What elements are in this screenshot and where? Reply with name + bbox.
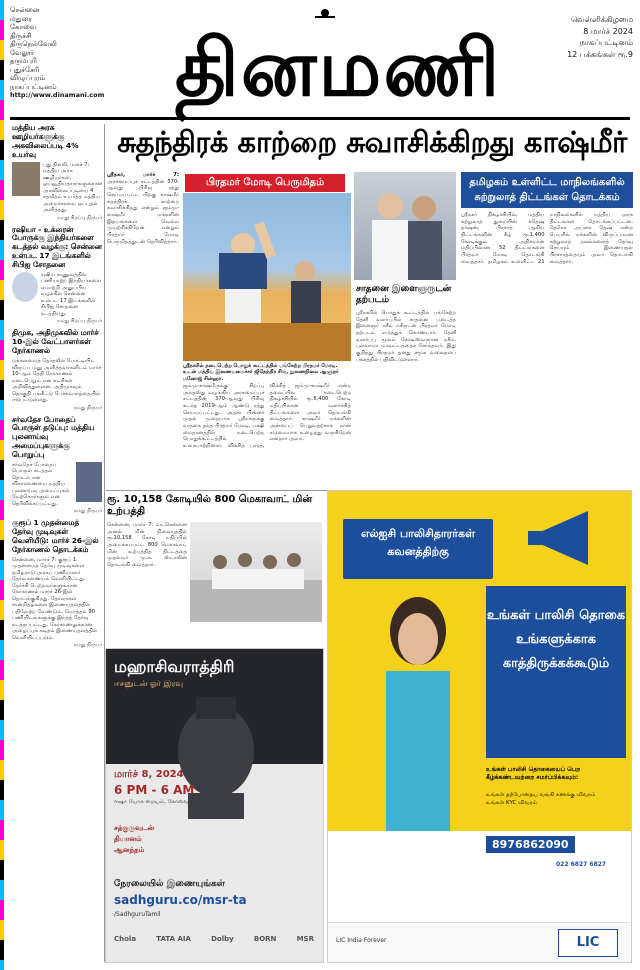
photo-illustration: [190, 522, 322, 622]
whatsapp-number[interactable]: 8976862090: [486, 836, 575, 853]
photo-illustration: [183, 193, 351, 361]
ad-footer: [328, 922, 631, 962]
ad-item: உங்கள் தற்போதைய வங்கி கணக்கு விவரம்: [486, 792, 596, 798]
ad-speech-bubble: எல்ஐசி பாலிசிதாரர்கள் கவனத்திற்கு: [343, 519, 493, 579]
main-story-lead: [107, 172, 179, 490]
byline: நமது நிருபர்: [73, 642, 102, 649]
edition-name: தருமபுரி: [10, 57, 37, 66]
main-story-lead-text: அரசமைப்புச் சட்டத்தின் 370-ஆவது பிரிவு ரத்து செய்யப்பட்ட பிறகு காஷ்மீர் சுதந்திரக் காற்றை சுவாசிக்கிறது என்றும் ஜம்மு-காஷ்மீர் மக்களின் இதயங்களை வெல்ல முயற்சிக்கிறேன் என்றும் பிரதமர் மோடி பெருமிதத்துடன் தெரிவித்தார்.: [107, 178, 179, 245]
print-color-strip: [0, 0, 4, 970]
sidebar-story-title: மத்திய அரசு ஊழியர்களுக்கு அகவிலைப்படி 4% உயர்வு: [12, 123, 79, 159]
edition-name: புதுச்சேரி: [10, 65, 40, 74]
edition-name: சென்னை: [10, 6, 40, 14]
selfie-photo: [354, 172, 456, 280]
photo-caption: ஸ்ரீநகரில் நடைபெற்ற பொதுக் கூட்டத்தில் பங்கேற்ற பிரதமர் மோடி. உடன் மத்திய இணையமைச்சர் ஜிதேந்திர சிங், துணைநிலை ஆளுநர் மனோஜ் சின்ஹா.: [183, 363, 339, 382]
ad-title: மஹாசிவராத்திரி: [114, 657, 235, 676]
power-story-body: சென்னை, மார்ச் 7: வடசென்னை அனல் மின் நிலையத்தில் ரூ.10,158 கோடி மதிப்பில் அமைக்கப்பட்ட 800 மெகாவாட் மின் உற்பத்தித் திட்டத்தை முதல்வர் மு.க. ஸ்டாலின் தொடங்கி வைத்தார்.: [107, 522, 187, 568]
byline: நமது சிறப்பு நிருபர்: [57, 214, 102, 221]
woman-illustration: [358, 581, 478, 831]
ad-subtitle: ஈசனுடன் ஓர் இரவு: [114, 679, 184, 688]
right-story-body: ஸ்ரீநகர் நிகழ்ச்சியில், மத்திய சுற்றுலாத் துறையின் சுதேஷ் தர்ஷன், பிரசாத் ஆகிய திட்டங்களின் கீழ் ரூ.1,400 கோடிக்கும் அதிகமான மதிப்பிலான 52 திட்டங்களை பிரதமர் மோடி தொடங்கி வைத்தார். தமிழகம் உள்ளிட்ட 21 மாநிலங்களில் மத்திய அரசு திட்டங்கள் தொடங்கப்பட்டன. தேகோ அப்னா தேஷ் என்ற பெயரில் மக்களின் விருப்பமான சுற்றுலாத் தலங்களைத் தேர்வு செய்யும் இணையதள பிரசாரத்தையும் அவர் தொடங்கி வைத்தார்.: [461, 212, 633, 265]
masthead-logo: [175, 4, 502, 114]
edition-name: மதுரை: [10, 14, 32, 23]
date-block: [528, 14, 633, 60]
edition-name: கோவை: [10, 23, 37, 32]
live-label: நேரலையில் இணையுங்கள்: [114, 879, 225, 889]
center-story-body: ஸ்ரீநகரில் பொதுக் கூட்டத்தில் பங்கேற்ற தேனீ வளர்ப்பில் சாதனை படைத்த இளைஞர் நசீம் நசீருடன் பிரதமர் மோடி தற்படம் எடுத்துக் கொண்டார். தேனீ வளர்ப்பு மூலம் கோடீஸ்வரரான நசீம், புல்வாமா மாவட்டத்தைச் சேர்ந்தவர். இது குறித்து பிரதமர் தனது சமூக வலைதளப் பக்கத்தில் பதிவிட்டுள்ளார்.: [356, 310, 456, 363]
sidebar-story-title: சர்வதேச போதைப் பொருள் தடுப்பு: மத்திய புலனாய்வு அமைப்புகளுக்கு பொறுப்பு: [12, 414, 95, 459]
right-story-title[interactable]: தமிழகம் உள்ளிட்ட மாநிலங்களில் சுற்றுலாத் திட்டங்கள் தொடக்கம்: [461, 172, 633, 208]
website-url[interactable]: http://www.dinamani.com: [10, 91, 105, 100]
main-headline[interactable]: சுதந்திரக் காற்றை சுவாசிக்கிறது காஷ்மீர்: [117, 125, 627, 159]
sponsor-logo: Dolby: [211, 935, 234, 943]
edition-name: நாகப்பட்டினம்: [10, 82, 57, 91]
main-story-body: ஜம்மு-காஷ்மீருக்கு சிறப்பு அந்தஸ்து வழங்கிய அரசமைப்புச் சட்டத்தின் 370-ஆவது பிரிவு கடந்த 2019-ஆம் ஆண்டு ரத்து செய்யப்பட்டது. அதன் பின்னர் முதல் முறையாக ஸ்ரீநகருக்கு வருகை தந்த பிரதமர் மோடி, பக்ஷி மைதானத்தில் நடைபெற்ற பொதுக்கூட்டத்தில் உரையாற்றினார். விக்சித் பாரத், விக்சித் ஜம்மு-காஷ்மீர் என்ற தலைப்பில் நடைபெற்ற நிகழ்ச்சியில் ரூ.6,400 கோடி மதிப்பிலான வளர்ச்சித் திட்டங்களை அவர் தொடங்கி வைத்தார். காஷ்மீர் மக்களின் அன்பைப் பெறுவதற்காக நான் கடுமையாக உழைத்து வருகிறேன் என்றார் அவர்.: [183, 383, 351, 449]
ad-bullet: தியானம்: [114, 835, 142, 844]
edition-name: திருநெல்வேலி: [10, 40, 57, 49]
lic-advertisement[interactable]: [327, 490, 632, 963]
edition-name: திருச்சி: [10, 31, 32, 40]
portrait-photo: [76, 462, 102, 502]
ad-model-figure: [358, 581, 478, 831]
cbi-seal-icon: [12, 272, 38, 302]
lic-tagline: LIC India Forever: [336, 937, 387, 944]
phone-number[interactable]: 022 6827 6827: [556, 861, 607, 868]
ad-date: மார்ச் 8, 2024: [114, 769, 184, 780]
sidebar-story[interactable]: ரஷியா - உக்ரைன் போருக்கு இந்தியர்களை கடத்தல் வழக்கு: சென்னை உள்பட 17 இடங்களில் சிபிஐ சோதனை ரஷிய ராணுவத்தில் பணியாற்ற இந்தியர்களை ஏமாற்றி அனுப்பிய வழக்கில் சென்னை உள்பட 17 இடங்களில் சிபிஐ சோதனை நடத்தியது. நமது சிறப்பு நிருபர்: [12, 224, 102, 325]
edition-name: வேலூர்: [10, 48, 34, 57]
center-story-title[interactable]: சாதனை இளைஞருடன் தற்படம்: [356, 284, 452, 305]
ad-bullet: ஆனந்தம்: [114, 846, 145, 855]
ad-url[interactable]: sadhguru.co/msr-ta: [114, 893, 247, 907]
edition-city: நாகப்பட்டினம்: [579, 38, 633, 48]
isha-advertisement[interactable]: [105, 648, 324, 963]
sidebar-story-title: குரூப் 1 முதன்மைத் தேர்வு முடிவுகள் வெளியீடு: மார்ச் 26-இல் நேர்காணல் தொடக்கம்: [12, 518, 99, 554]
ad-bullet: சத்குருவுடன்: [114, 824, 155, 832]
day: வெள்ளிக்கிழமை: [570, 15, 633, 24]
ad-items: [486, 791, 626, 808]
sidebar-story[interactable]: குரூப் 1 முதன்மைத் தேர்வு முடிவுகள் வெளியீடு: மார்ச் 26-இல் நேர்காணல் தொடக்கம் சென்னை, மார்ச் 7: குரூப் 1 முதன்மைத் தேர்வு முடிவுகளை தமிழ்நாடு அரசுப் பணியாளர் தேர்வாணையம் வெளியிட்டது. தேர்ச்சி பெற்றவர்களுக்கான நேர்காணல் மார்ச் 26-இல் தொடங்குகிறது. தேர்வர்கள் சான்றிதழ்களை இணையதளத்தில் பதிவேற்ற வேண்டும். மொத்தம் 90 பணியிடங்களுக்கு இந்தத் தேர்வு நடத்தப்பட்டது. நேர்காணலுக்கான அழைப்புக் கடிதம் இணையதளத்தில் வெளியிடப்படும். நமது நிருபர்: [12, 518, 102, 649]
ad-info: உங்கள் பாலிசி தொகையைப் பெற கீழ்க்கண்டவற்றை சமர்ப்பிக்கவும்:: [486, 766, 581, 781]
sidebar-story-title: ரஷியா - உக்ரைன் போருக்கு இந்தியர்களை கடத்தல் வழக்கு: சென்னை உள்பட 17 இடங்களில் சிபிஐ சோதனை: [12, 224, 102, 269]
date: 8 மார்ச் 2024: [583, 26, 633, 36]
edition-name: விழுப்புரம்: [10, 74, 46, 83]
ad-item: உங்கள் KYC விவரம்: [486, 800, 537, 807]
event-photo: [190, 522, 322, 622]
sponsor-row: [114, 935, 314, 943]
ad-venue: ஈஷா யோக மையம், கோவை: [114, 799, 189, 805]
photo-illustration: [354, 172, 456, 280]
emblem-icon: [295, 7, 355, 19]
logo-text: தினமணி: [175, 24, 502, 114]
sidebar-story[interactable]: திமுக, அதிமுகவில் மார்ச் 10-இல் வேட்பாளர்கள் நேர்காணல் மக்களவைத் தேர்தலில் போட்டியிட விருப்ப மனு அளித்தவர்களிடம் மார்ச் 10-ஆம் தேதி நேர்காணல் நடைபெறும் என கட்சிகள் அறிவித்துள்ளன. அதிமுகவும் தொகுதி பங்கீட்டு பேச்சுவார்த்தையில் ஈடுபட்டுள்ளது. நமது நிருபர்: [12, 328, 102, 411]
pages-price: 12 பக்கங்கள் ரூ.9: [567, 49, 633, 59]
left-sidebar: [12, 124, 102, 959]
social-handle[interactable]: /SadhguruTamil: [114, 911, 161, 918]
portrait-photo: [12, 162, 40, 196]
ad-policy-panel: உங்கள் பாலிசி தொகை உங்களுக்காக காத்திருக்கக்கூடும்: [486, 586, 626, 758]
edition-list: [10, 6, 105, 100]
sidebar-story[interactable]: மத்திய அரசு ஊழியர்களுக்கு அகவிலைப்படி 4% உயர்வு புது தில்லி, மார்ச் 7: மத்திய அரசு ஊழியர்கள், ஓய்வூதியதாரர்களுக்கான அகவிலைப்படியை 4 சதவீதம் உயர்த்த மத்திய அமைச்சரவை ஒப்புதல் அளித்தது. நமது சிறப்பு நிருபர்: [12, 123, 103, 221]
byline: நமது நிருபர்: [73, 404, 102, 411]
megaphone-icon: [528, 503, 608, 573]
sponsor-logo: TATA AIA: [156, 935, 191, 943]
sponsor-logo: MSR: [296, 935, 314, 943]
modi-photo: [183, 193, 351, 361]
main-story-tab: பிரதமர் மோடி பெருமிதம்: [185, 174, 345, 192]
lic-logo: LIC: [558, 929, 618, 957]
sponsor-logo: Chola: [114, 935, 137, 943]
ad-bullets: [114, 823, 154, 857]
ad-time: 6 PM - 6 AM: [114, 783, 195, 797]
sidebar-story-title: திமுக, அதிமுகவில் மார்ச் 10-இல் வேட்பாளர்கள் நேர்காணல்: [12, 328, 99, 356]
dateline: ஸ்ரீநகர், மார்ச் 7:: [107, 172, 179, 178]
sidebar-story[interactable]: சர்வதேச போதைப் பொருள் தடுப்பு: மத்திய புலனாய்வு அமைப்புகளுக்கு பொறுப்பு சர்வதேச போதைப் பொருள் கடத்தல் தொடர்பான விசாரணையை மத்திய புலனாய்வு அமைப்புகள் மேற்கொள்ளும் என தெரிவிக்கப்பட்டது. நமது நிருபர்: [12, 414, 102, 515]
power-story-title[interactable]: ரூ. 10,158 கோடியில் 800 மெகாவாட் மின் உற்பத்தி: [107, 494, 313, 517]
sponsor-logo: BORN: [253, 935, 277, 943]
byline: நமது நிருபர்: [73, 508, 102, 515]
byline: நமது சிறப்பு நிருபர்: [57, 318, 102, 325]
